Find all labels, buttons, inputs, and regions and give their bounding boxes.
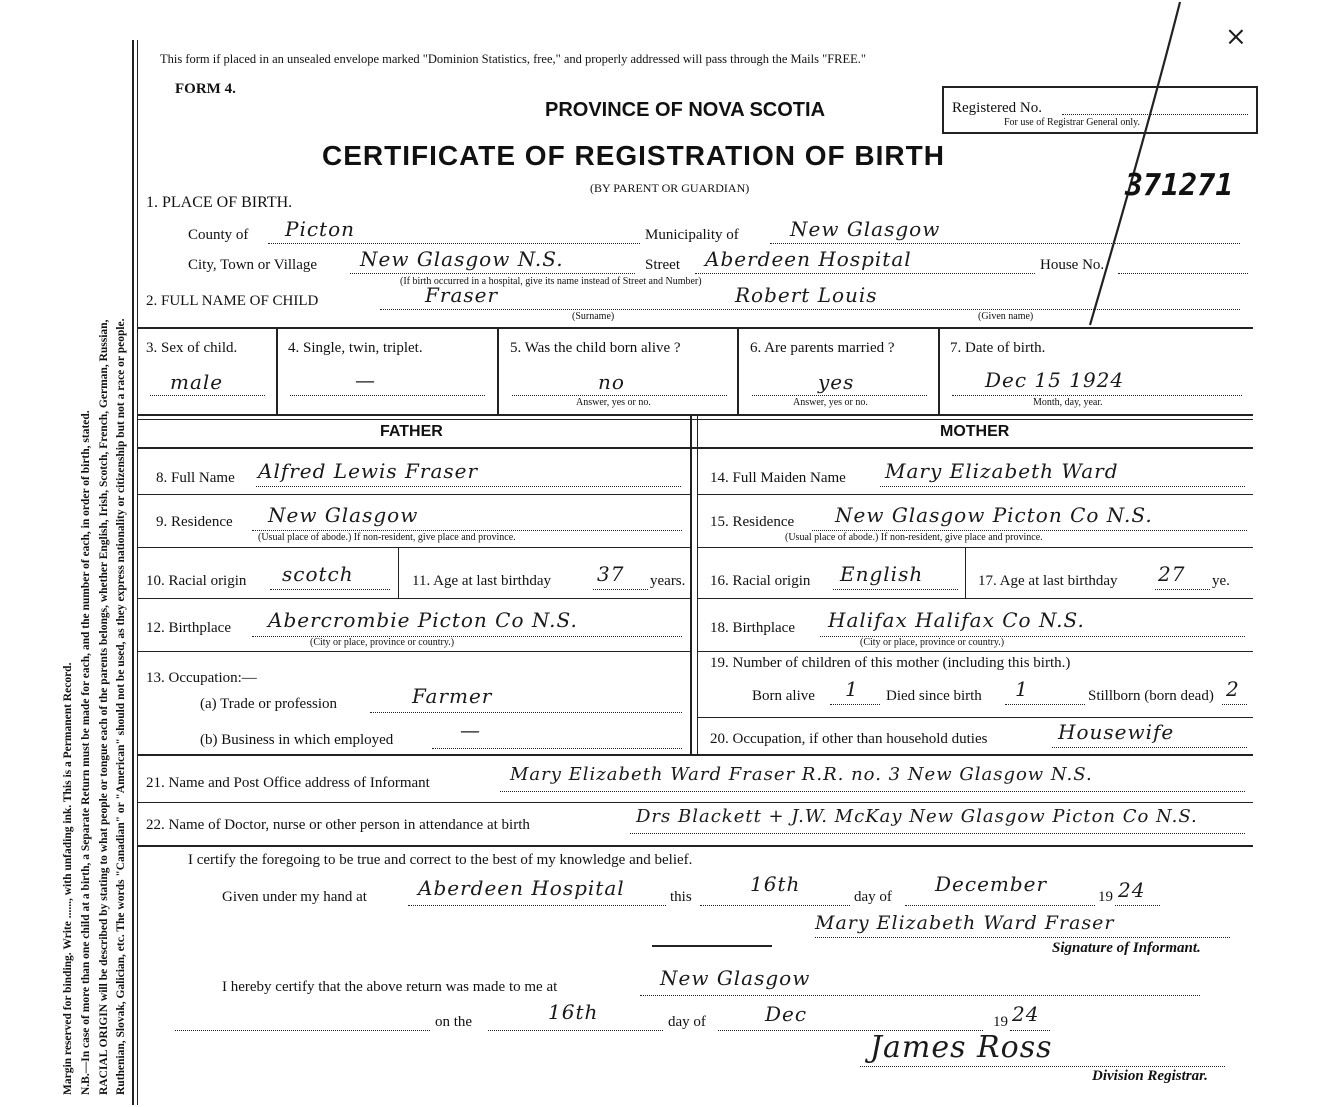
city-label: City, Town or Village <box>188 257 318 273</box>
fill-line <box>408 905 666 906</box>
father-residence-value: New Glasgow <box>268 503 419 527</box>
dob-caption: Month, day, year. <box>1033 397 1103 408</box>
given-caption: (Given name) <box>978 311 1034 322</box>
rule <box>697 494 1253 495</box>
born-alive-label: 5. Was the child born alive ? <box>510 340 681 356</box>
died-count-label: Died since birth <box>886 688 982 704</box>
fill-line <box>1052 747 1247 748</box>
stillborn-count-label: Stillborn (born dead) <box>1088 688 1214 704</box>
fill-line <box>815 937 1230 938</box>
fill-line <box>500 791 1245 792</box>
rule <box>138 802 1253 803</box>
street-label: Street <box>645 257 680 273</box>
rule <box>138 419 1253 420</box>
margin-border <box>137 40 138 1105</box>
registrar-year-prefix: 19 <box>993 1014 1008 1030</box>
rule <box>276 327 278 414</box>
fill-line <box>905 905 1095 906</box>
municipality-label: Municipality of <box>645 227 739 243</box>
child-name-label: 2. FULL NAME OF CHILD <box>146 293 319 309</box>
father-residence-caption: (Usual place of abode.) If non-resident, give place and province. <box>258 532 516 543</box>
mother-racial-value: English <box>840 562 924 586</box>
mother-birthplace-label: 18. Birthplace <box>710 620 795 636</box>
rule <box>652 945 772 947</box>
mother-age-value: 27 <box>1158 562 1186 586</box>
mother-racial-label: 16. Racial origin <box>710 573 811 589</box>
fill-line <box>1062 114 1248 115</box>
punch-hole <box>0 770 30 850</box>
father-racial-label: 10. Racial origin <box>146 573 247 589</box>
father-business-value: — <box>460 718 481 742</box>
mother-occupation-label: 20. Occupation, if other than household duties <box>710 731 988 747</box>
married-caption: Answer, yes or no. <box>793 397 868 408</box>
county-value: Picton <box>285 217 356 241</box>
surname-caption: (Surname) <box>572 311 615 322</box>
fill-line <box>256 486 681 487</box>
informant-signature: Mary Elizabeth Ward Fraser <box>815 912 1115 934</box>
died-count: 1 <box>1015 677 1029 701</box>
registrar-signature: James Ross <box>870 1030 1053 1065</box>
mother-heading: MOTHER <box>940 423 1010 440</box>
registrar-statement: I hereby certify that the above return was made to me at <box>222 979 558 995</box>
father-racial-value: scotch <box>282 562 354 586</box>
corner-mark: × <box>1225 22 1248 52</box>
this-label: this <box>670 889 692 905</box>
rule <box>138 547 690 548</box>
father-name-label: 8. Full Name <box>156 470 235 486</box>
plurality-label: 4. Single, twin, triplet. <box>288 340 423 356</box>
registration-number: 371271 <box>1125 168 1234 203</box>
mother-residence-caption: (Usual place of abode.) If non-resident, give place and province. <box>785 532 1043 543</box>
sex-value: male <box>170 370 224 394</box>
page-title: CERTIFICATE OF REGISTRATION OF BIRTH <box>322 140 945 171</box>
fill-line <box>1115 905 1160 906</box>
fill-line <box>1155 589 1210 590</box>
fill-line <box>268 243 640 244</box>
fill-line <box>270 589 390 590</box>
rule <box>697 598 1253 599</box>
registrar-on-the-label: on the <box>435 1014 473 1030</box>
form-number: FORM 4. <box>175 81 236 97</box>
mother-birthplace-caption: (City or place, province or country.) <box>860 637 1005 648</box>
child-surname: Fraser <box>425 283 499 307</box>
father-trade-value: Farmer <box>412 684 493 708</box>
born-alive-value: no <box>598 370 625 394</box>
fill-line <box>630 833 1245 834</box>
married-label: 6. Are parents married ? <box>750 340 895 356</box>
postal-note: This form if placed in an unsealed envelope marked "Dominion Statistics, free," and properly addressed will pass through the Mails "FREE." <box>160 52 867 66</box>
rule <box>497 327 499 414</box>
margin-text: N.B.—In case of more than one child at a birth, a Separate Return must be made for each, and the number of each, in order of birth, stated. <box>80 410 92 1095</box>
rule <box>697 414 698 754</box>
registrar-place-value: New Glasgow <box>660 966 811 990</box>
punch-hole <box>0 260 30 340</box>
fill-line <box>290 395 485 396</box>
registered-label: Registered No. <box>952 100 1042 116</box>
rule <box>138 414 1253 416</box>
fill-line <box>752 395 927 396</box>
father-residence-label: 9. Residence <box>156 514 233 530</box>
fill-line <box>350 273 635 274</box>
informant-label: 21. Name and Post Office address of Informant <box>146 775 430 791</box>
fill-line <box>833 589 958 590</box>
fill-line <box>695 273 1035 274</box>
father-trade-label: (a) Trade or profession <box>200 696 338 712</box>
given-year-value: 24 <box>1118 878 1146 902</box>
fill-line <box>952 395 1242 396</box>
registered-box <box>942 86 1258 134</box>
fill-line <box>1118 273 1248 274</box>
father-age-label: 11. Age at last birthday <box>412 573 551 589</box>
sex-label: 3. Sex of child. <box>146 340 238 356</box>
father-name-value: Alfred Lewis Fraser <box>258 459 479 483</box>
mother-residence-value: New Glasgow Picton Co N.S. <box>835 503 1153 527</box>
rule <box>138 845 1253 847</box>
given-under-label: Given under my hand at <box>222 889 367 905</box>
rule <box>138 447 1253 449</box>
rule <box>697 717 1253 718</box>
registrar-use-note: For use of Registrar General only. <box>1004 117 1140 128</box>
fill-line <box>380 309 1240 310</box>
registrar-year-value: 24 <box>1012 1002 1040 1026</box>
margin-text: Ruthenian, Slovak, Galician, etc. The words "Canadian" or "American" should not be used, as they express nationality or citizenship but not a race or people. <box>115 318 127 1095</box>
born-alive-caption: Answer, yes or no. <box>576 397 651 408</box>
pen-stroke <box>1080 0 1190 330</box>
born-alive-count-label: Born alive <box>752 688 815 704</box>
fill-line <box>252 530 682 531</box>
rule <box>737 327 739 414</box>
fill-line <box>1222 704 1247 705</box>
father-age-value: 37 <box>597 562 625 586</box>
rule <box>398 548 399 598</box>
rule <box>938 327 940 414</box>
signature-caption: Signature of Informant. <box>1052 940 1201 956</box>
mother-name-label: 14. Full Maiden Name <box>710 470 846 486</box>
father-birthplace-value: Abercrombie Picton Co N.S. <box>268 608 578 632</box>
margin-text: RACIAL ORIGIN will be described by stating to what people or tongue each of the parents belongs, whether English, Irish, Scotch, French, German, Russian, <box>98 319 110 1095</box>
registrar-caption: Division Registrar. <box>1092 1068 1208 1084</box>
registrar-day-of-label: day of <box>668 1014 706 1030</box>
given-place-value: Aberdeen Hospital <box>418 876 625 900</box>
given-day-of-label: day of <box>854 889 892 905</box>
fill-line <box>593 589 648 590</box>
margin-text: Margin reserved for binding. Write ......, with unfading ink. This is a Permanent Record. <box>62 662 74 1095</box>
dob-label: 7. Date of birth. <box>950 340 1046 356</box>
fill-line <box>432 748 682 749</box>
rule <box>965 548 966 598</box>
given-month-value: December <box>935 872 1048 896</box>
born-alive-count: 1 <box>845 677 859 701</box>
rule <box>138 327 1253 329</box>
father-business-label: (b) Business in which employed <box>200 732 394 748</box>
dob-value: Dec 15 1924 <box>985 368 1125 392</box>
county-label: County of <box>188 227 249 243</box>
stillborn-count: 2 <box>1226 677 1240 701</box>
house-label: House No. <box>1040 257 1105 273</box>
fill-line <box>1005 704 1085 705</box>
fill-line <box>175 1030 430 1031</box>
fill-line <box>370 712 682 713</box>
page-subtitle: (BY PARENT OR GUARDIAN) <box>590 181 750 195</box>
father-occupation-label: 13. Occupation:— <box>146 670 257 686</box>
doctor-value: Drs Blackett + J.W. McKay New Glasgow Picton Co N.S. <box>636 806 1198 827</box>
province-heading: PROVINCE OF NOVA SCOTIA <box>545 99 826 121</box>
registrar-month-value: Dec <box>765 1002 808 1026</box>
fill-line <box>770 243 1240 244</box>
mother-age-unit: ye. <box>1212 573 1230 589</box>
mother-birthplace-value: Halifax Halifax Co N.S. <box>828 608 1085 632</box>
rule <box>138 494 690 495</box>
fill-line <box>640 995 1200 996</box>
section-place-of-birth: 1. PLACE OF BIRTH. <box>146 194 293 211</box>
child-given-name: Robert Louis <box>735 283 878 307</box>
rule <box>138 651 690 652</box>
certify-statement: I certify the foregoing to be true and correct to the best of my knowledge and belief. <box>188 852 693 868</box>
city-value: New Glasgow N.S. <box>360 247 564 271</box>
rule <box>138 598 690 599</box>
registrar-day-value: 16th <box>548 1000 599 1024</box>
margin-border <box>132 40 134 1105</box>
fill-line <box>830 704 880 705</box>
married-value: yes <box>818 370 855 394</box>
rule <box>138 754 1253 756</box>
fill-line <box>488 1030 663 1031</box>
informant-value: Mary Elizabeth Ward Fraser R.R. no. 3 New Glasgow N.S. <box>510 764 1093 785</box>
municipality-value: New Glasgow <box>790 217 941 241</box>
rule <box>690 414 692 754</box>
fill-line <box>860 1066 1225 1067</box>
fill-line <box>880 486 1245 487</box>
hospital-note: (If birth occurred in a hospital, give its name instead of Street and Number) <box>400 276 702 287</box>
plurality-value: — <box>355 368 376 392</box>
mother-occupation-value: Housewife <box>1058 720 1175 744</box>
street-value: Aberdeen Hospital <box>705 247 912 271</box>
given-year-prefix: 19 <box>1098 889 1113 905</box>
fill-line <box>512 395 727 396</box>
father-heading: FATHER <box>380 423 443 440</box>
father-birthplace-label: 12. Birthplace <box>146 620 231 636</box>
father-age-unit: years. <box>650 573 686 589</box>
rule <box>697 651 1253 652</box>
mother-name-value: Mary Elizabeth Ward <box>885 459 1119 483</box>
mother-residence-label: 15. Residence <box>710 514 795 530</box>
given-day-value: 16th <box>750 872 801 896</box>
mother-age-label: 17. Age at last birthday <box>978 573 1118 589</box>
doctor-label: 22. Name of Doctor, nurse or other person in attendance at birth <box>146 817 530 833</box>
father-birthplace-caption: (City or place, province or country.) <box>310 637 455 648</box>
fill-line <box>812 530 1247 531</box>
fill-line <box>150 395 265 396</box>
mother-children-label: 19. Number of children of this mother (including this birth.) <box>710 655 1071 671</box>
fill-line <box>700 905 850 906</box>
rule <box>697 547 1253 548</box>
